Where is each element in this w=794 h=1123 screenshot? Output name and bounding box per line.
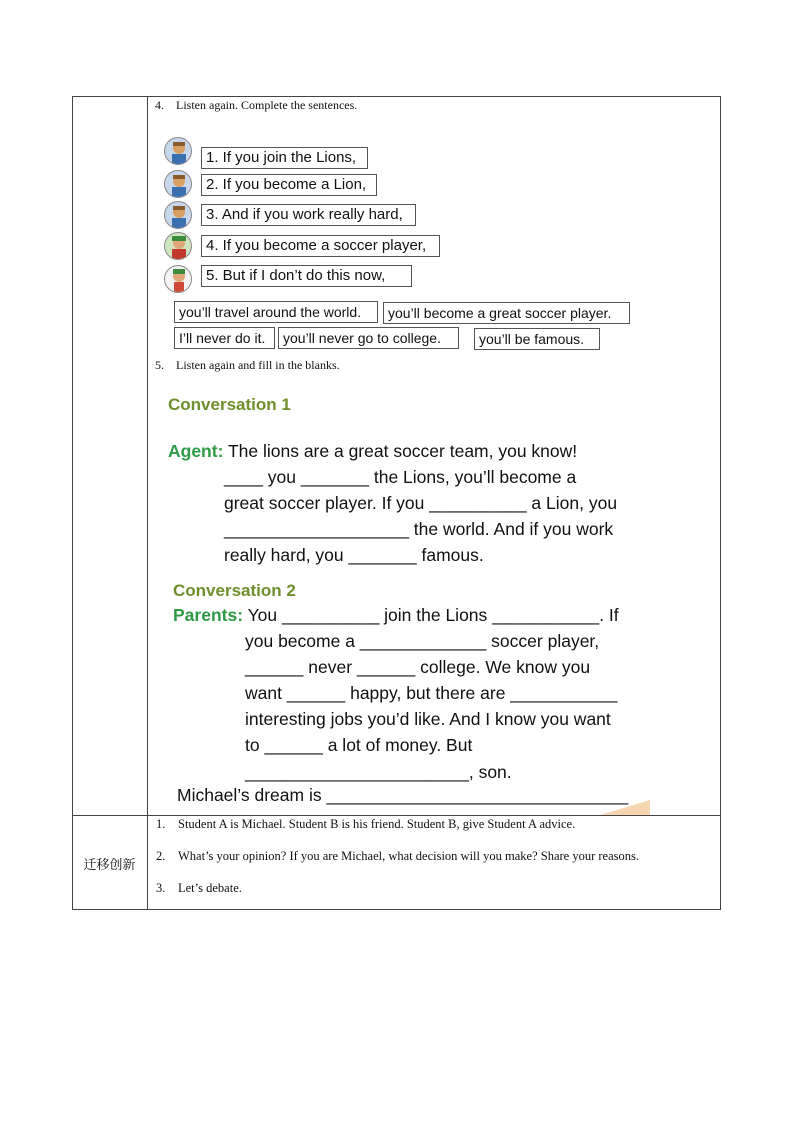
conversation1-title: Conversation 1 — [168, 395, 291, 414]
parents-speaker: Parents: — [173, 605, 244, 625]
conversation2-line-text: You __________ join the Lions ___________. If — [243, 605, 619, 625]
task-text: What’s your opinion? If you are Michael, what decision will you make? Share your reasons. — [178, 849, 639, 863]
conversation1-line: great soccer player. If you __________ a Lion, you — [224, 493, 618, 513]
option-box-3: I’ll never do it. — [174, 327, 275, 349]
conversation2-line: interesting jobs you’d like. And I know you want — [245, 709, 611, 729]
option-box-1: you’ll travel around the world. — [174, 301, 378, 323]
task-number: 3. — [156, 881, 166, 895]
boy-avatar-icon — [164, 201, 192, 229]
sentence-box-1: 1. If you join the Lions, — [201, 147, 368, 169]
conversation2-line — [173, 605, 619, 626]
boy-avatar-icon — [164, 170, 192, 198]
section5-instruction: 5. Listen again and fill in the blanks. — [155, 358, 340, 372]
task-item-3 — [156, 881, 242, 896]
row-label-transfer-innovation: 迁移创新 — [83, 857, 136, 873]
sentence-box-2: 2. If you become a Lion, — [201, 174, 377, 196]
conversation1-line-text: The lions are a great soccer team, you know! — [223, 441, 578, 461]
page-curl-decoration — [600, 800, 650, 815]
task-number: 1. — [156, 817, 166, 831]
conversation1-line — [168, 441, 577, 462]
conversation2-line: ______ never ______ college. We know you — [245, 657, 591, 677]
agent-avatar-icon — [164, 232, 192, 260]
option-box-5: you’ll be famous. — [474, 328, 600, 350]
row-divider — [72, 815, 721, 816]
agent-speaker: Agent: — [168, 441, 224, 461]
sentence-box-3: 3. And if you work really hard, — [201, 204, 416, 226]
conversation1-line: ____ you _______ the Lions, you’ll become a — [224, 467, 577, 487]
conversation1-line: ___________________ the world. And if you work — [224, 519, 614, 539]
conversation2-line: _______________________, son. — [245, 762, 512, 782]
boy-avatar-icon — [164, 137, 192, 165]
option-box-4: you’ll never go to college. — [278, 327, 459, 349]
task-text: Student A is Michael. Student B is his friend. Student B, give Student A advice. — [178, 817, 576, 831]
conversation2-line: you become a _____________ soccer player, — [245, 631, 600, 651]
michael-dream-line: Michael’s dream is _______________________________ — [177, 785, 629, 805]
column-divider — [147, 96, 148, 910]
conversation2-line: to ______ a lot of money. But — [245, 735, 473, 755]
option-box-2: you’ll become a great soccer player. — [383, 302, 630, 324]
conversation2-line: want ______ happy, but there are ___________ — [245, 683, 618, 703]
sentence-box-5: 5. But if I don’t do this now, — [201, 265, 412, 287]
conversation2-title: Conversation 2 — [173, 581, 296, 600]
section4-instruction: 4. Listen again. Complete the sentences. — [155, 98, 358, 112]
task-item-1 — [156, 817, 575, 832]
conversation1-line: really hard, you _______ famous. — [224, 545, 484, 565]
task-text: Let’s debate. — [178, 881, 242, 895]
sentence-box-4: 4. If you become a soccer player, — [201, 235, 440, 257]
michael-avatar-icon — [164, 265, 192, 293]
task-number: 2. — [156, 849, 166, 863]
task-item-2 — [156, 849, 639, 864]
